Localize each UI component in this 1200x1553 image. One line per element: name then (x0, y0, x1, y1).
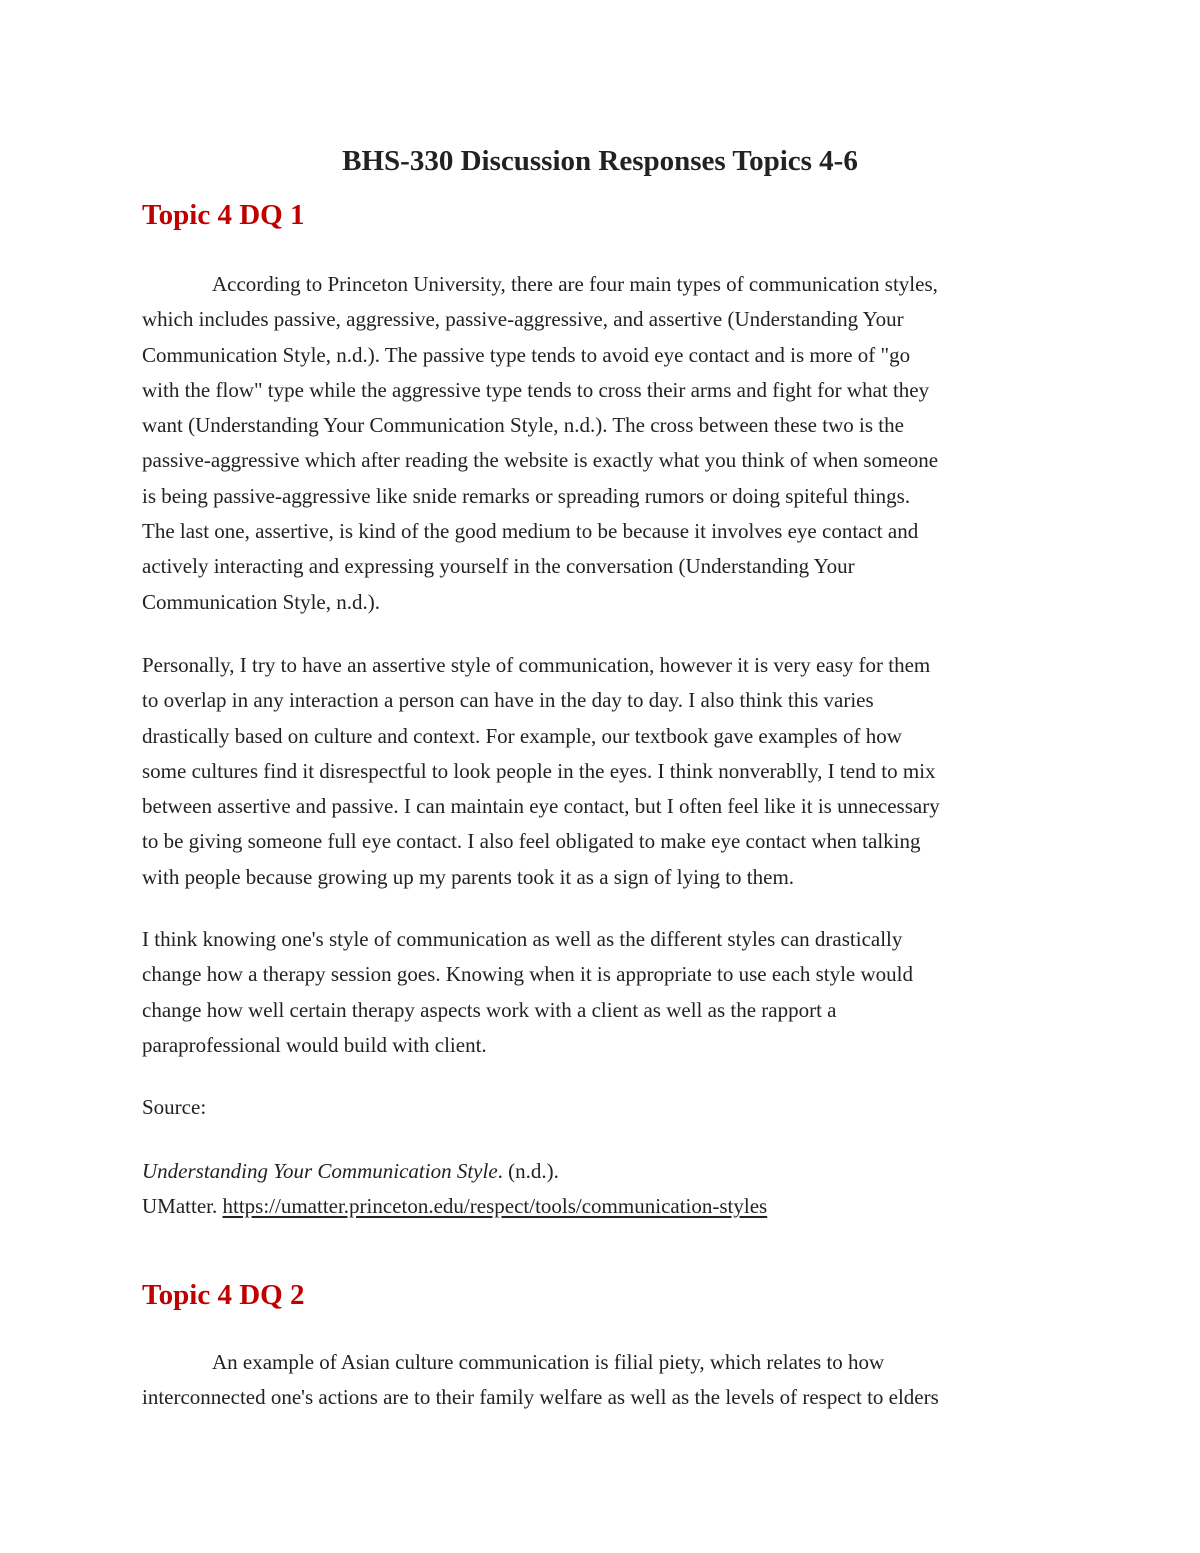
paragraph-line: passive-aggressive which after reading the website is exactly what you think of when someone (142, 448, 939, 473)
reference-date: . (n.d.). (497, 1159, 559, 1183)
paragraph-line: actively interacting and expressing yourself in the conversation (Understanding Your (142, 554, 855, 579)
paragraph-line: which includes passive, aggressive, passive-aggressive, and assertive (Understanding Your (142, 307, 904, 332)
paragraph-line: with people because growing up my parents took it as a sign of lying to them. (142, 864, 795, 889)
paragraph-line: change how a therapy session goes. Knowing when it is appropriate to use each style would (142, 962, 913, 987)
reference-publisher: UMatter. (142, 1194, 218, 1219)
topic-4-dq-2-paragraph-1 (142, 1345, 1062, 1416)
source-label-text: Source: (142, 1095, 207, 1119)
paragraph-line: Communication Style, n.d.). The passive type tends to avoid eye contact and is more of "go (142, 342, 911, 367)
reference-line-1 (142, 1154, 1062, 1189)
topic-4-dq-1-heading: Topic 4 DQ 1 (142, 199, 305, 231)
topic-4-dq-1-paragraph-1 (142, 267, 1062, 620)
reference-entry (142, 1154, 1062, 1225)
paragraph-line: I think knowing one's style of communication as well as the different styles can drastically (142, 927, 903, 951)
paragraph-line: some cultures find it disrespectful to look people in the eyes. I think nonverablly, I tend to mix (142, 758, 936, 783)
paragraph-line: to overlap in any interaction a person can have in the day to day. I also think this varies (142, 688, 874, 713)
reference-title: Understanding Your Communication Style (142, 1159, 498, 1183)
paragraph-line: The last one, assertive, is kind of the good medium to be because it involves eye contact and (142, 519, 919, 544)
paragraph-line: to be giving someone full eye contact. I also feel obligated to make eye contact when talking (142, 829, 921, 854)
paragraph-line: According to Princeton University, there are four main types of communication styles, (212, 272, 938, 296)
paragraph-line: between assertive and passive. I can maintain eye contact, but I often feel like it is unnecessary (142, 794, 940, 819)
topic-4-dq-1-paragraph-2 (142, 648, 1062, 895)
paragraph-line: Personally, I try to have an assertive style of communication, however it is very easy for them (142, 653, 931, 677)
reference-url-link[interactable]: https://umatter.princeton.edu/respect/tools/communication-styles (222, 1194, 768, 1219)
paragraph-line: drastically based on culture and context. For example, our textbook gave examples of how (142, 723, 902, 748)
paragraph-line: Communication Style, n.d.). (142, 589, 380, 614)
topic-4-dq-1-paragraph-3 (142, 922, 1062, 1063)
paragraph-line: interconnected one's actions are to their family welfare as well as the levels of respect to elders (142, 1385, 939, 1410)
topic-4-dq-2-heading: Topic 4 DQ 2 (142, 1279, 305, 1311)
paragraph-line: want (Understanding Your Communication Style, n.d.). The cross between these two is the (142, 413, 904, 438)
paragraph-line: paraprofessional would build with client. (142, 1032, 487, 1057)
paragraph-line: is being passive-aggressive like snide remarks or spreading rumors or doing spiteful things. (142, 483, 911, 508)
paragraph-line: An example of Asian culture communication is filial piety, which relates to how (212, 1350, 885, 1374)
paragraph-line: with the flow" type while the aggressive type tends to cross their arms and fight for what they (142, 377, 930, 402)
paragraph-line: change how well certain therapy aspects work with a client as well as the rapport a (142, 997, 837, 1022)
source-label (142, 1090, 1062, 1125)
document-title: BHS-330 Discussion Responses Topics 4-6 (342, 145, 858, 177)
reference-line-2 (142, 1189, 1062, 1224)
